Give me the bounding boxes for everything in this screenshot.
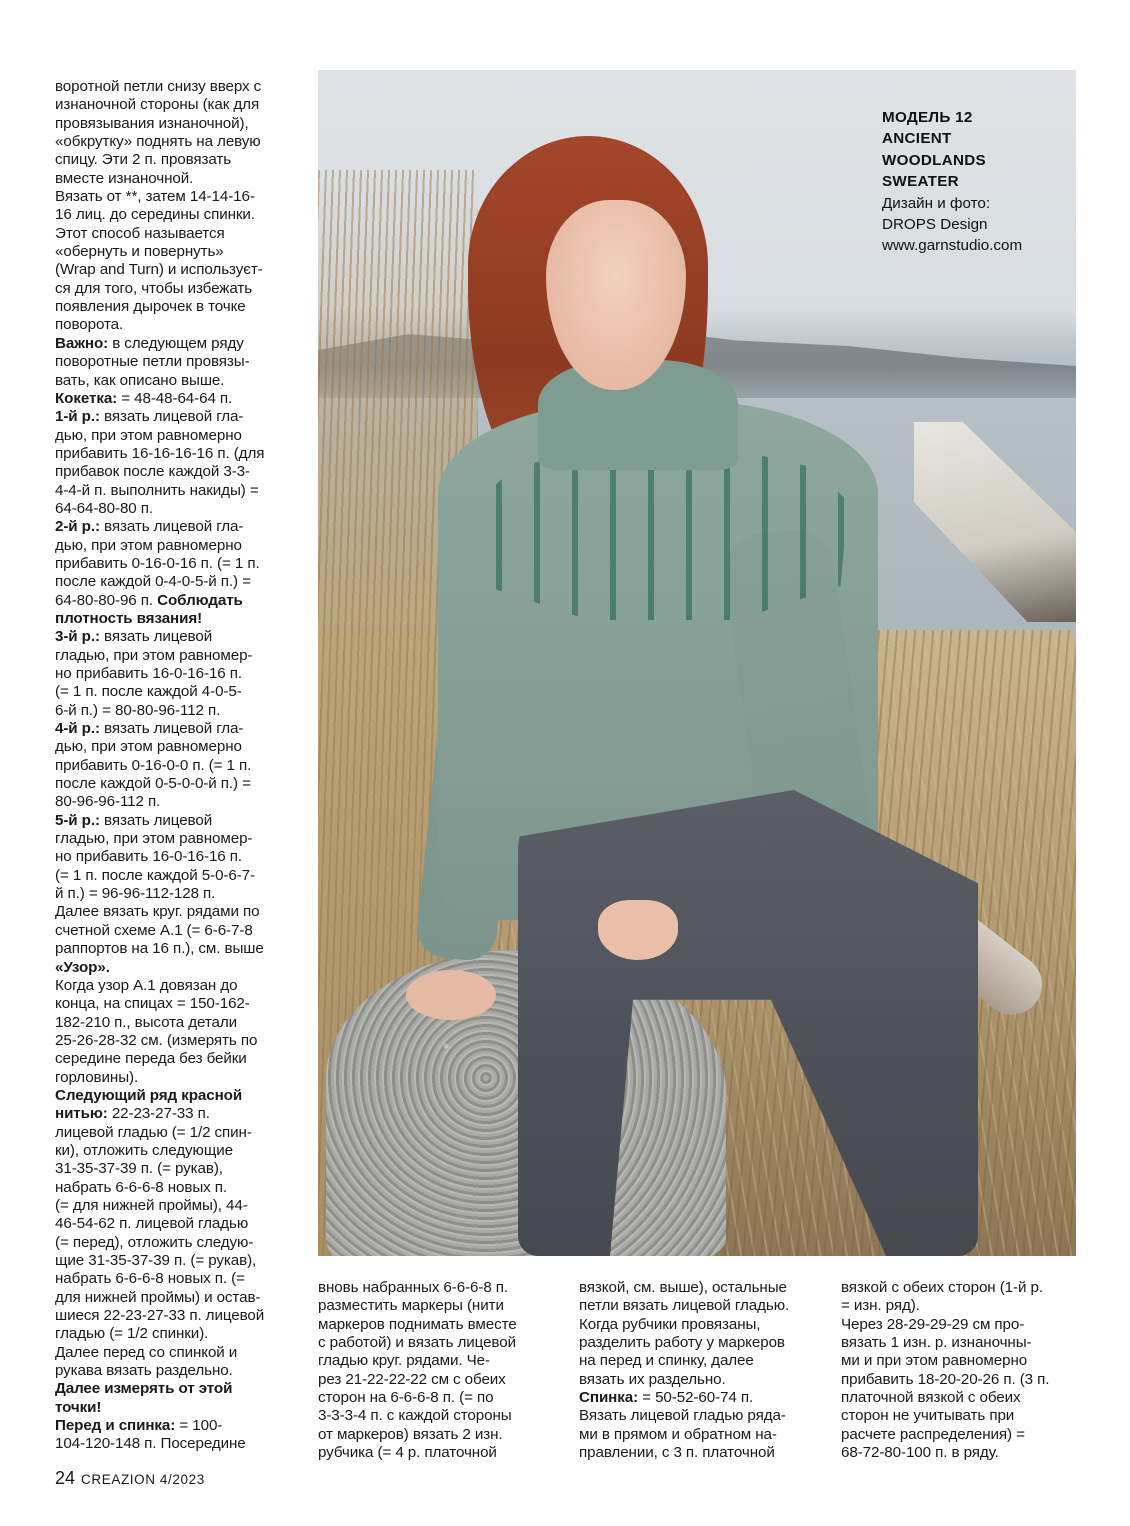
label-front-and-back: Перед и спинка: bbox=[55, 1417, 176, 1435]
label-row-5: 5-й р.: bbox=[55, 811, 100, 829]
label-gauge-warning: Соблюдать плотность вязания! bbox=[55, 591, 243, 627]
photo-sweater-yoke-pattern bbox=[478, 450, 848, 620]
text-column-bottom-2: вязкой, см. выше), остальные петли вязать лицевой гладью. Когда рубчики провязаны, разделить работу у маркеров на перед и спинку, далее вязать их раздельно. Спинка: = 50-52-60-74 п. Вязать лицевой гладью рядa- ми в прямом и обратном на- правлении, с 3 п. платочной bbox=[579, 1279, 790, 1462]
label-row-3: 3-й р.: bbox=[55, 628, 100, 646]
model-number: МОДЕЛЬ 12 bbox=[882, 109, 973, 126]
designer-url: www.garnstudio.com bbox=[882, 237, 1023, 255]
text-column-bottom-3: вязкой с обеих сторон (1-й р. = изн. ряд). Через 28-29-29-29 см про- вязать 1 изн. р. изнаночны- ми и при этом равномерно прибавить 18-20-20-26 п. (3 п. платочной вязкой с обеих сторон не учитывать при расчете распределения) = 68-72-80-100 п. в ряду. bbox=[841, 1279, 1050, 1462]
text-column-bottom-1: вновь набранных 6-6-6-8 п. разместить маркеры (нити маркеров поднимать вместе с работой) и вязать лицевой гладью круг. рядами. Че- рез 21-22-22-22 см с обеих сторон на 6-6-6-8 п. (= по 3-3-3-4 п. с каждой стороны от маркеров) вязать 2 изн. рубчика (= 4 р. платочной bbox=[318, 1279, 517, 1462]
label-important: Важно: bbox=[55, 334, 109, 352]
label-row-2: 2-й р.: bbox=[55, 518, 100, 536]
model-name-line-2: WOODLANDS bbox=[882, 151, 986, 169]
label-row-4: 4-й р.: bbox=[55, 720, 100, 738]
designer-name: DROPS Design bbox=[882, 216, 988, 234]
model-name-line-3: SWEATER bbox=[882, 173, 959, 191]
photo-hand-on-rock bbox=[406, 970, 496, 1020]
label-next-row: Следующий ряд красной нитью: bbox=[55, 1086, 243, 1123]
model-name-line-1: ANCIENT bbox=[882, 130, 952, 148]
photo-hand bbox=[598, 900, 678, 960]
label-back: Спинка: bbox=[579, 1389, 639, 1407]
label-measure-from-here: Далее измерять от этой точки! bbox=[55, 1380, 233, 1416]
label-row-1: 1-й р.: bbox=[55, 408, 100, 426]
magazine-issue: CREAZION 4/2023 bbox=[81, 1472, 205, 1487]
page-footer bbox=[55, 1468, 355, 1492]
page-number: 24 bbox=[55, 1468, 76, 1488]
text-column-left: воротной петли снизу вверх с изнаночной стороны (как для провязывания изнаночной), «обкрутку» поднять на левую спицу. Эти 2 п. провязать вместе изнаночной. Вязать от **, затем 14-14-16- 16 лиц. до середины спинки. Этот способ называется «обернуть и повернуть» (Wrap and Turn) и используєт- ся для того, чтобы избежать появления дырочек в точке поворота. Важно: в следующем ряду поворотные петли провязы- вать, как описано выше. Кокетка: = 48-48-64-64 п. 1-й р.: вязать лицевой гла- дью, при этом равномерно прибавить 16-16-16-16 п. (для прибавок после каждой 3-3- 4-4-й п. выполнить накиды) = 64-64-80-80 п. 2-й р.: вязать лицевой гла- дью, при этом равномерно прибавить 0-16-0-16 п. (= 1 п. после каждой 0-4-0-5-й п.) = 64-80-80-96 п. Соблюдать плотность вязания! 3-й р.: вязать лицевой гладью, при этом равномер- но прибавить 16-0-16-16 п. (= 1 п. после каждой 4-0-5- 6-й п.) = 80-80-96-112 п. 4-й р.: вязать лицевой гла- дью, при этом равномерно прибавить 0-16-0-0 п. (= 1 п. после каждой 0-5-0-0-й п.) = 80-96-96-112 п. 5-й р.: вязать лицевой гладью, при этом равномер- но прибавить 16-0-16-16 п. (= 1 п. после каждой 5-0-6-7- й п.) = 96-96-112-128 п. Далее вязать круг. рядами по счетной схеме А.1 (= 6-6-7-8 раппортов на 16 п.), см. выше «Узор». Когда узор А.1 довязан до конца, на спицах = 150-162- 182-210 п., высота детали 25-26-28-32 см. (измерять по середине переда без бейки горловины). Следующий ряд красной нитью: 22-23-27-33 п. лицевой гладью (= 1/2 спин- ки), отложить следующие 31-35-37-39 п. (= рукав), набрать 6-6-6-8 новых п. (= для нижней проймы), 44- 46-54-62 п. лицевой гладью (= перед), отложить следую- щие 31-35-37-39 п. (= рукав), набрать 6-6-6-8 новых п. (= для нижней проймы) и остав- шиеся 22-23-27-33 п. лицевой гладью (= 1/2 спинки). Далее перед со спинкой и рукава вязать раздельно. Далее измерять от этой точки! Перед и спинка: = 100- 104-120-148 п. Посередине bbox=[55, 78, 265, 1453]
label-yoke: Кокетка: bbox=[55, 389, 118, 407]
label-pattern: «Узор». bbox=[55, 958, 110, 976]
credit-label: Дизайн и фото: bbox=[882, 194, 991, 212]
photo-caption bbox=[882, 107, 1067, 257]
